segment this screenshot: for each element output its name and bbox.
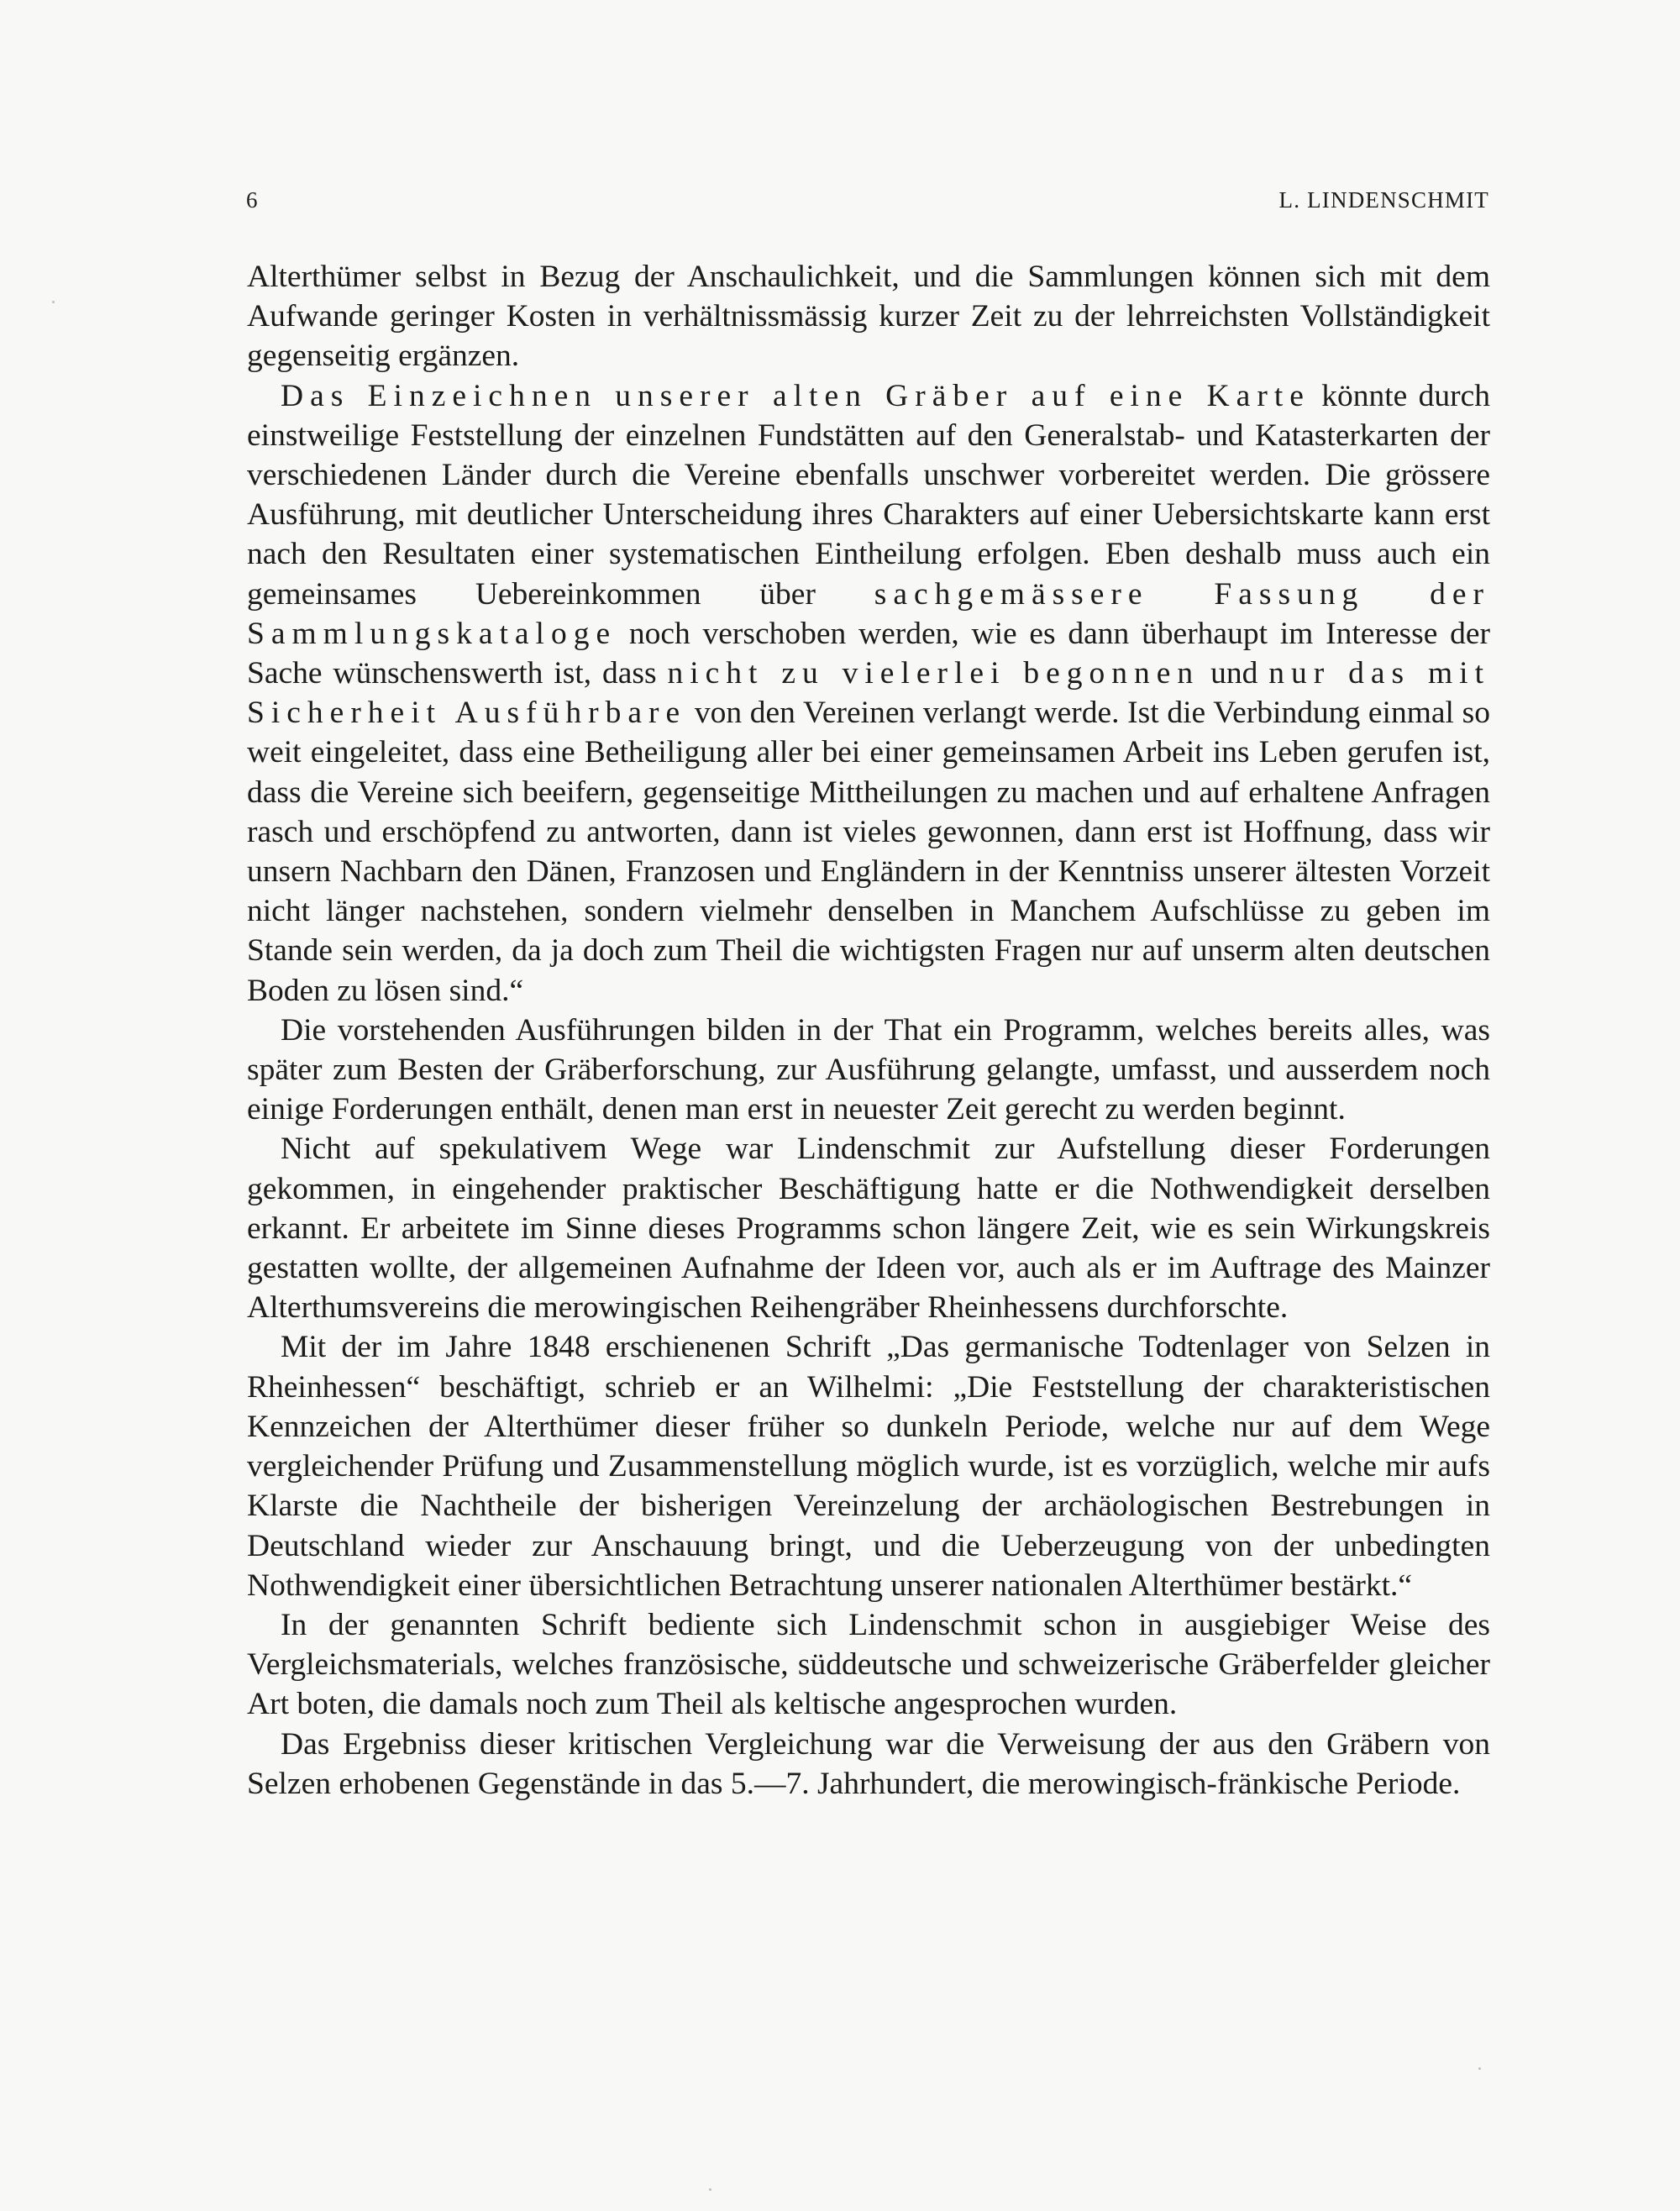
text-segment: von den Vereinen verlangt werde. Ist die Verbindung einmal so weit eingeleitet, dass eine Betheiligung aller bei einer gemeinsamen Arbeit ins Leben gerufen ist, dass die Vereine sich beeifern, gegenseitige Mittheilungen zu machen und auf erhaltene Anfragen rasch und erschöpfend zu antworten, dann ist vieles gewonnen, dann erst ist Hoffnung, dass wir unsern Nachbarn den Dänen, Franzosen und Engländern in der Kenntniss unserer ältesten Vorzeit nicht länger nachstehen, sondern vielmehr denselben in Manchem Aufschlüsse zu geben im Stande sein werden, da ja doch zum Theil die wichtigsten Fragen nur auf unserm alten deutschen Boden zu lösen sind.“ bbox=[247, 696, 1491, 1008]
text-segment: Das Ergebniss dieser kritischen Vergleichung war die Verweisung der aus den Gräbern von Selzen erhobenen Gegenstände in das 5.—7. Jahrhundert, die merowingisch-fränkische Periode. bbox=[247, 1726, 1490, 1801]
running-head bbox=[246, 185, 1489, 215]
paragraph-5 bbox=[247, 1327, 1490, 1604]
emphasized-segment: sachgemässere Fassung der Sammlungskataloge bbox=[247, 576, 1490, 651]
text-segment: Die vorstehenden Ausführungen bilden in der That ein Programm, welches bereits alles, was später zum Besten der Gräberforschung, zur Ausführung gelangte, umfasst, und ausserdem noch einige Forderungen enthält, denen man erst in neuester Zeit gerecht zu werden beginnt. bbox=[247, 1012, 1490, 1127]
paper-speck bbox=[709, 2188, 711, 2191]
paper-speck bbox=[52, 301, 55, 303]
paper-speck bbox=[1478, 2067, 1481, 2070]
paragraph-2 bbox=[247, 376, 1490, 1011]
running-title: L. LINDENSCHMIT bbox=[1278, 187, 1489, 213]
emphasized-segment: Das Einzeichnen unserer alten Gräber auf eine Karte bbox=[281, 378, 1310, 413]
text-segment: könnte durch einstweilige Feststellung der einzelnen Fundstätten auf den Generalstab- und Katasterkarten der verschiedenen Länder durch die Vereine ebenfalls unschwer vorbereitet werden. Die grössere Ausführung, mit deutlicher Unterscheidung ihres Charakters auf einer Uebersichtskarte kann erst nach den Resultaten einer systematischen Eintheilung erfolgen. Eben deshalb muss auch ein gemeinsames Uebereinkommen über bbox=[247, 378, 1490, 612]
text-segment: In der genannten Schrift bediente sich Lindenschmit schon in ausgiebiger Weise des Vergleichsmaterials, welches französische, süddeutsche und schweizerische Gräberfelder gleicher Art boten, die damals noch zum Theil als keltische angesprochen wurden. bbox=[247, 1607, 1490, 1722]
emphasized-segment: nicht zu vielerlei begonnen bbox=[667, 656, 1200, 691]
text-segment: noch verschoben werden, wie es dann überhaupt im Interesse der Sache wünschenswerth ist, dass bbox=[247, 616, 1490, 691]
paragraph-1 bbox=[247, 257, 1490, 376]
emphasized-segment: nur das mit Sicherheit Ausführbare bbox=[247, 656, 1491, 731]
text-segment: Nicht auf spekulativem Wege war Lindenschmit zur Aufstellung dieser Forderungen gekommen, in eingehender praktischer Beschäftigung hatte er die Nothwendigkeit derselben erkannt. Er arbeitete im Sinne dieses Programms schon längere Zeit, wie es sein Wirkungskreis gestatten wollte, der allgemeinen Aufnahme der Ideen vor, auch als er im Auftrage des Mainzer Alterthumsvereins die merowingischen Reihengräber Rheinhessens durchforschte. bbox=[247, 1132, 1490, 1326]
page-number: 6 bbox=[246, 187, 258, 213]
body-text bbox=[247, 257, 1490, 1804]
paragraph-4 bbox=[247, 1129, 1490, 1327]
paragraph-6 bbox=[247, 1605, 1490, 1725]
paragraph-3 bbox=[247, 1011, 1490, 1130]
text-segment: Alterthümer selbst in Bezug der Anschaulichkeit, und die Sammlungen können sich mit dem Aufwande geringer Kosten in verhältnissmässig kurzer Zeit zu der lehrreichsten Vollständigkeit gegenseitig ergänzen. bbox=[247, 260, 1490, 374]
paragraph-7 bbox=[247, 1725, 1490, 1804]
text-segment: Mit der im Jahre 1848 erschienenen Schrift „Das germanische Todtenlager von Selzen in Rheinhessen“ beschäftigt, schrieb er an Wilhelmi: „Die Feststellung der charakteristischen Kennzeichen der Alterthümer dieser früher so dunkeln Periode, welche nur auf dem Wege vergleichender Prüfung und Zusammenstellung möglich wurde, ist es vorzüglich, welche mir aufs Klarste die Nachtheile der bisherigen Vereinzelung der archäologischen Bestrebungen in Deutschland wieder zur Anschauung bringt, und die Ueberzeugung von der unbedingten Nothwendigkeit einer übersichtlichen Betrachtung unserer nationalen Alterthümer bestärkt.“ bbox=[247, 1330, 1490, 1603]
text-segment: und bbox=[1200, 656, 1269, 691]
